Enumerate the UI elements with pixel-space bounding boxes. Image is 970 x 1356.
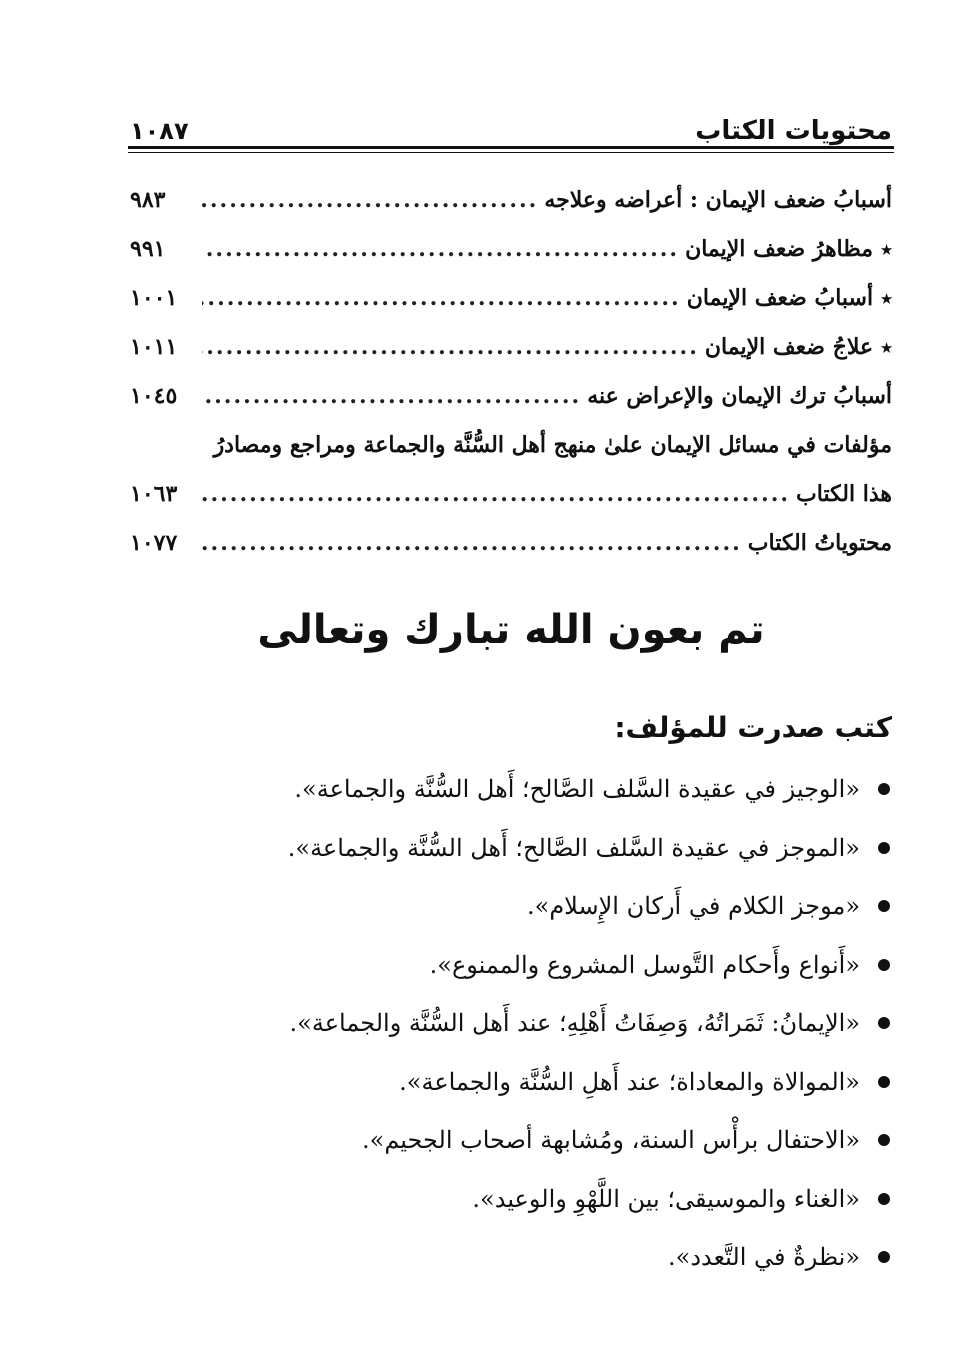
- book-title: «أَنواع وأَحكام التَّوسل المشروع والممنوع».: [429, 950, 860, 979]
- toc-entry-page: ١٠٦٣: [130, 481, 178, 507]
- bullet-icon: [878, 1193, 890, 1205]
- page-header: [130, 110, 892, 146]
- list-item: [130, 1111, 892, 1170]
- books-heading: كتب صدرت للمؤلف:: [614, 711, 892, 744]
- book-title: «الموالاة والمعاداة؛ عند أَهلِ السُّنَّة والجماعة».: [399, 1067, 860, 1096]
- bullet-icon: [878, 842, 890, 854]
- toc-entry-title: أسبابُ ترك الإيمان والإعراض عنه: [587, 383, 892, 409]
- bullet-icon: [878, 783, 890, 795]
- toc-entry: [130, 180, 892, 229]
- toc-entry-page: ٩٨٣: [130, 187, 166, 213]
- toc-leader-dots: [202, 523, 742, 563]
- toc-leader-dots: [202, 229, 679, 269]
- list-item: [130, 936, 892, 995]
- book-title: «الموجز في عقيدة السَّلف الصَّالح؛ أَهل السُّنَّة والجماعة».: [287, 833, 860, 862]
- book-title: «الإيمانُ: ثَمَراتُهُ، وَصِفَاتُ أَهْلِهِ؛ عند أَهل السُّنَّة والجماعة».: [289, 1009, 860, 1038]
- list-item: [130, 994, 892, 1053]
- toc-leader-dots: [202, 474, 790, 514]
- toc-entry: [130, 425, 892, 474]
- toc-leader-dots: [202, 327, 699, 367]
- toc-leader-dots: [202, 376, 581, 416]
- closing-phrase: تم بعون الله تبارك وتعالى: [257, 607, 765, 653]
- toc-entry: [130, 278, 892, 327]
- header-rule-thick: [128, 146, 894, 149]
- page-number: ١٠٨٧: [130, 117, 189, 145]
- toc-entry-page: ١٠٧٧: [130, 530, 178, 556]
- running-title: محتويات الكتاب: [695, 116, 892, 146]
- toc-entry: [130, 229, 892, 278]
- books-list: [130, 760, 892, 1287]
- toc-entry: [130, 523, 892, 572]
- list-item: [130, 1170, 892, 1229]
- book-title: «الوجيز في عقيدة السَّلف الصَّالح؛ أَهل السُّنَّة والجماعة».: [294, 775, 860, 804]
- table-of-contents: [130, 180, 892, 572]
- list-item: [130, 760, 892, 819]
- star-icon: ٭: [881, 286, 892, 310]
- book-title: «موجز الكلام في أَركان الإِسلام».: [527, 892, 860, 921]
- toc-entry-title: مؤلفات في مسائل الإيمان علىٰ منهج أهل السُّنَّة والجماعة ومراجع ومصادرُ: [213, 432, 892, 458]
- toc-entry-title: أسبابُ ضعف الإيمان: [686, 285, 874, 311]
- toc-leader-dots: [202, 278, 681, 318]
- toc-entry-title: هذا الكتاب: [796, 481, 892, 507]
- toc-leader-dots: [202, 180, 538, 220]
- toc-entry-title: علاجُ ضعف الإيمان: [704, 334, 874, 360]
- book-title: «الغناء والموسيقى؛ بين اللَّهْوِ والوعيد».: [472, 1184, 860, 1213]
- list-item: [130, 1053, 892, 1112]
- bullet-icon: [878, 1134, 890, 1146]
- list-item: [130, 877, 892, 936]
- toc-entry-page: ١٠٤٥: [130, 383, 178, 409]
- list-item: [130, 819, 892, 878]
- star-icon: ٭: [881, 237, 892, 261]
- toc-entry: [130, 474, 892, 523]
- bullet-icon: [878, 959, 890, 971]
- bullet-icon: [878, 1251, 890, 1263]
- bullet-icon: [878, 900, 890, 912]
- toc-entry: [130, 327, 892, 376]
- bullet-icon: [878, 1076, 890, 1088]
- toc-entry-page: ١٠١١: [130, 334, 178, 360]
- toc-entry-page: ٩٩١: [130, 236, 166, 262]
- bullet-icon: [878, 1017, 890, 1029]
- toc-entry-title: أسبابُ ضعف الإيمان : أعراضه وعلاجه: [544, 187, 892, 213]
- star-icon: ٭: [881, 335, 892, 359]
- toc-entry-title: مظاهرُ ضعف الإيمان: [685, 236, 874, 262]
- book-title: «نظرةٌ في التَّعدد».: [668, 1243, 860, 1272]
- header-rule-thin: [128, 152, 894, 153]
- book-title: «الاحتفال برأْس السنة، ومُشابهة أصحاب الجحيم».: [362, 1126, 860, 1155]
- list-item: [130, 1228, 892, 1287]
- toc-entry-page: ١٠٠١: [130, 285, 178, 311]
- toc-entry: [130, 376, 892, 425]
- toc-entry-title: محتوياتُ الكتاب: [747, 530, 892, 556]
